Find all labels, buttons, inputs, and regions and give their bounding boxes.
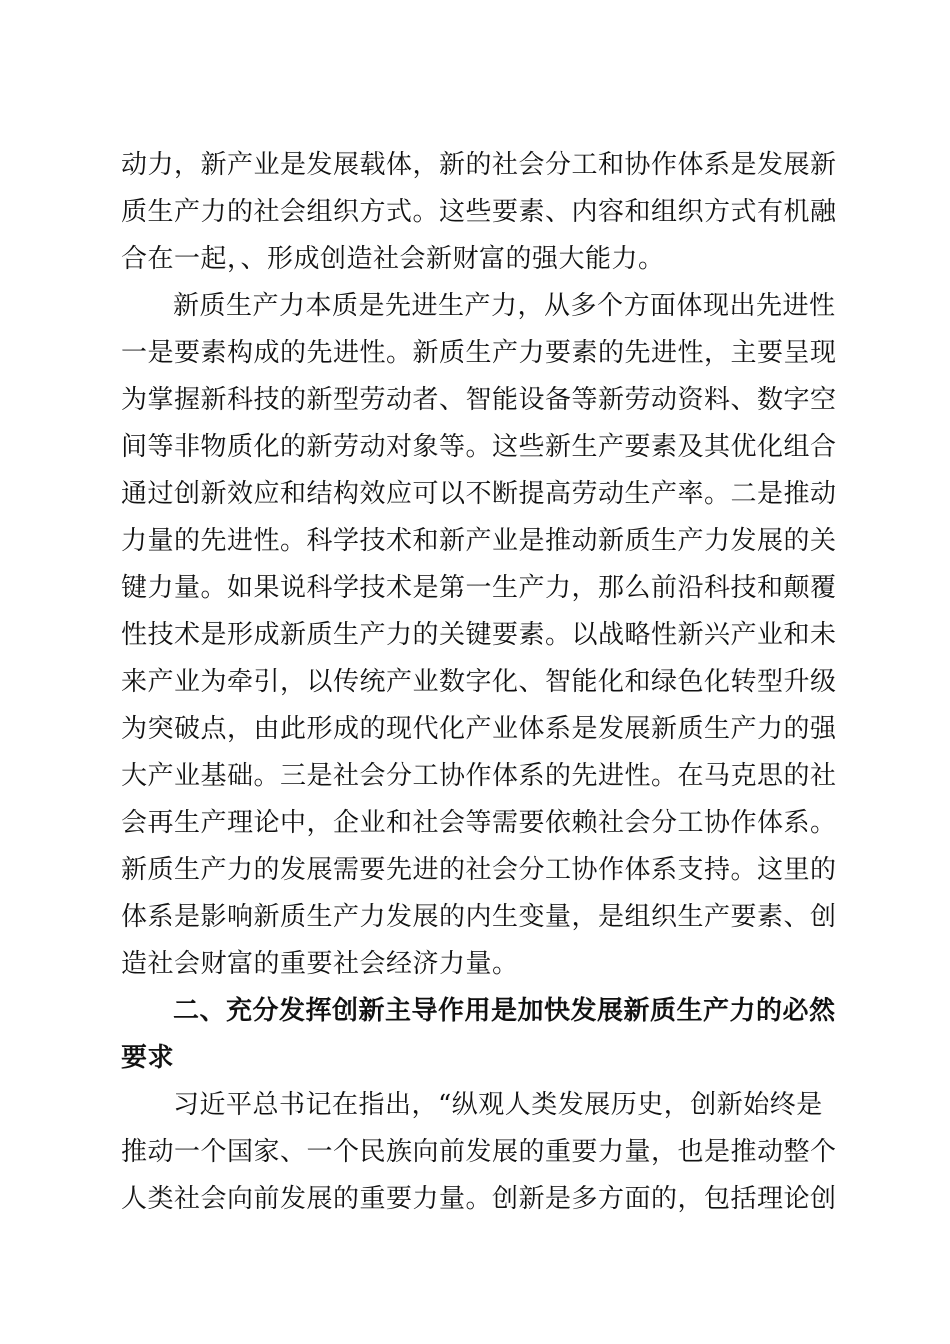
text-line: 大产业基础。三是社会分工协作体系的先进性。在马克思的社 [121,761,837,791]
text-line: 性技术是形成新质生产力的关键要素。以战略性新兴产业和未 [121,620,837,650]
text-line: 合在一起，、形成创造社会新财富的强大能力。 [121,244,665,274]
text-line: 通过创新效应和结构效应可以不断提高劳动生产率。二是推动 [121,479,837,509]
text-line: 为掌握新科技的新型劳动者、智能设备等新劳动资料、数字空 [121,385,837,415]
paragraph-first-line: 习近平总书记在指出，“纵观人类发展历史，创新始终是 [173,1090,823,1120]
paragraph-first-line: 新质生产力本质是先进生产力，从多个方面体现出先进性 [173,291,836,321]
text-line: 新质生产力的发展需要先进的社会分工协作体系支持。这里的 [121,855,837,885]
text-line: 会再生产理论中，企业和社会等需要依赖社会分工协作体系。 [121,808,837,838]
text-line: 质生产力的社会组织方式。这些要素、内容和组织方式有机融 [121,197,837,227]
text-line: 来产业为牵引，以传统产业数字化、智能化和绿色化转型升级 [121,667,837,697]
text-line: 力量的先进性。科学技术和新产业是推动新质生产力发展的关 [121,526,837,556]
text-line: 间等非物质化的新劳动对象等。这些新生产要素及其优化组合 [121,432,837,462]
section-heading: 二、充分发挥创新主导作用是加快发展新质生产力的必然 [173,996,836,1026]
text-line: 体系是影响新质生产力发展的内生变量，是组织生产要素、创 [121,902,837,932]
text-line: 键力量。如果说科学技术是第一生产力，那么前沿科技和颠覆 [121,573,837,603]
text-line: 人类社会向前发展的重要力量。创新是多方面的，包括理论创 [121,1184,837,1214]
section-heading-continued: 要求 [121,1043,175,1073]
text-line: 推动一个国家、一个民族向前发展的重要力量，也是推动整个 [121,1137,837,1167]
text-line: 动力，新产业是发展载体，新的社会分工和协作体系是发展新 [121,150,837,180]
text-line: 一是要素构成的先进性。新质生产力要素的先进性，主要呈现 [121,338,837,368]
text-line: 为突破点，由此形成的现代化产业体系是发展新质生产力的强 [121,714,837,744]
text-line: 造社会财富的重要社会经济力量。 [121,949,519,979]
